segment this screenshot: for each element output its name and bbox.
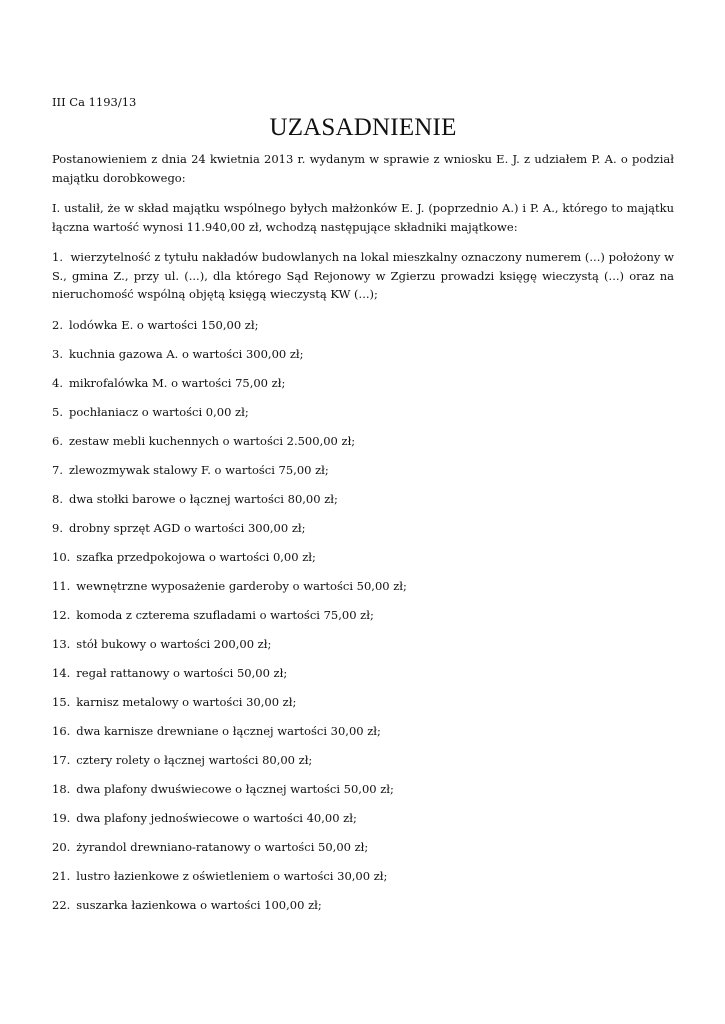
list-item bbox=[52, 693, 674, 722]
item-number: 12. bbox=[52, 607, 71, 622]
item-text: drobny sprzęt AGD o wartości 300,00 zł; bbox=[68, 520, 306, 535]
list-item bbox=[52, 722, 674, 751]
item-text: stół bukowy o wartości 200,00 zł; bbox=[76, 636, 272, 651]
item-text: karnisz metalowy o wartości 30,00 zł; bbox=[76, 694, 297, 709]
item-number: 3. bbox=[52, 346, 63, 361]
item-text: mikrofalówka M. o wartości 75,00 zł; bbox=[68, 375, 286, 390]
list-item bbox=[52, 809, 674, 838]
item-text: wierzytelność z tytułu nakładów budowlanych na lokal mieszkalny oznaczony numerem (...) położony w S., gmina Z., przy ul. (...), dla którego Sąd Rejonowy w Zgierzu prowadzi księgę wieczystą (...) oraz na nieruchomość wspólną objętą księgą wieczystą KW (...); bbox=[52, 250, 674, 301]
list-item bbox=[52, 838, 674, 867]
item-text: wewnętrzne wyposażenie garderoby o wartości 50,00 zł; bbox=[76, 578, 407, 593]
list-item bbox=[52, 432, 674, 461]
item-text: lodówka E. o wartości 150,00 zł; bbox=[68, 317, 259, 332]
item-number: 18. bbox=[52, 781, 71, 796]
list-item bbox=[52, 577, 674, 606]
list-item bbox=[52, 606, 674, 635]
item-text: suszarka łazienkowa o wartości 100,00 zł; bbox=[76, 897, 322, 912]
item-number: 14. bbox=[52, 665, 71, 680]
first-item-paragraph bbox=[52, 248, 674, 304]
item-text: kuchnia gazowa A. o wartości 300,00 zł; bbox=[68, 346, 304, 361]
list-item bbox=[52, 896, 674, 925]
finding-paragraph: I. ustalił, że w skład majątku wspólnego byłych małżonków E. J. (poprzednio A.) i P. A., którego to majątku łączna wartość wynosi 11.940,00 zł, wchodzą następujące składniki majątkowe: bbox=[52, 201, 674, 234]
item-number: 21. bbox=[52, 868, 71, 883]
item-text: dwa plafony dwuświecowe o łącznej wartości 50,00 zł; bbox=[76, 781, 394, 796]
intro-paragraph: Postanowieniem z dnia 24 kwietnia 2013 r. wydanym w sprawie z wniosku E. J. z udziałem P. A. o podział majątku dorobkowego: bbox=[52, 152, 674, 185]
item-number: 22. bbox=[52, 897, 71, 912]
document-page bbox=[52, 0, 674, 1024]
item-number: 7. bbox=[52, 462, 63, 477]
list-item bbox=[52, 635, 674, 664]
item-text: dwa karnisze drewniane o łącznej wartości 30,00 zł; bbox=[76, 723, 381, 738]
item-number: 4. bbox=[52, 375, 63, 390]
list-item bbox=[52, 345, 674, 374]
item-number: 17. bbox=[52, 752, 71, 767]
list-item bbox=[52, 490, 674, 519]
item-number: 9. bbox=[52, 520, 63, 535]
item-text: cztery rolety o łącznej wartości 80,00 zł; bbox=[76, 752, 313, 767]
item-number: 16. bbox=[52, 723, 71, 738]
item-number: 5. bbox=[52, 404, 63, 419]
asset-list bbox=[52, 316, 674, 925]
item-number: 19. bbox=[52, 810, 71, 825]
item-text: lustro łazienkowe z oświetleniem o wartości 30,00 zł; bbox=[76, 868, 388, 883]
item-number: 15. bbox=[52, 694, 71, 709]
list-item bbox=[52, 461, 674, 490]
list-item bbox=[52, 519, 674, 548]
item-number: 6. bbox=[52, 433, 63, 448]
case-number: III Ca 1193/13 bbox=[52, 95, 137, 109]
item-number: 1. bbox=[52, 250, 63, 264]
item-text: żyrandol drewniano-ratanowy o wartości 50,00 zł; bbox=[76, 839, 369, 854]
item-text: dwa plafony jednoświecowe o wartości 40,00 zł; bbox=[76, 810, 357, 825]
item-text: szafka przedpokojowa o wartości 0,00 zł; bbox=[76, 549, 316, 564]
list-item bbox=[52, 374, 674, 403]
list-item bbox=[52, 664, 674, 693]
document-body bbox=[52, 150, 674, 925]
item-text: komoda z czterema szufladami o wartości 75,00 zł; bbox=[76, 607, 374, 622]
item-text: dwa stołki barowe o łącznej wartości 80,00 zł; bbox=[68, 491, 338, 506]
list-item bbox=[52, 867, 674, 896]
item-text: pochłaniacz o wartości 0,00 zł; bbox=[68, 404, 249, 419]
item-number: 2. bbox=[52, 317, 63, 332]
item-text: regał rattanowy o wartości 50,00 zł; bbox=[76, 665, 288, 680]
item-number: 11. bbox=[52, 578, 71, 593]
document-title: UZASADNIENIE bbox=[269, 114, 457, 141]
item-number: 8. bbox=[52, 491, 63, 506]
list-item bbox=[52, 780, 674, 809]
item-text: zestaw mebli kuchennych o wartości 2.500,00 zł; bbox=[68, 433, 356, 448]
list-item bbox=[52, 548, 674, 577]
list-item bbox=[52, 751, 674, 780]
item-number: 13. bbox=[52, 636, 71, 651]
list-item bbox=[52, 403, 674, 432]
item-number: 10. bbox=[52, 549, 71, 564]
item-number: 20. bbox=[52, 839, 71, 854]
list-item bbox=[52, 316, 674, 345]
item-text: zlewozmywak stalowy F. o wartości 75,00 zł; bbox=[68, 462, 329, 477]
